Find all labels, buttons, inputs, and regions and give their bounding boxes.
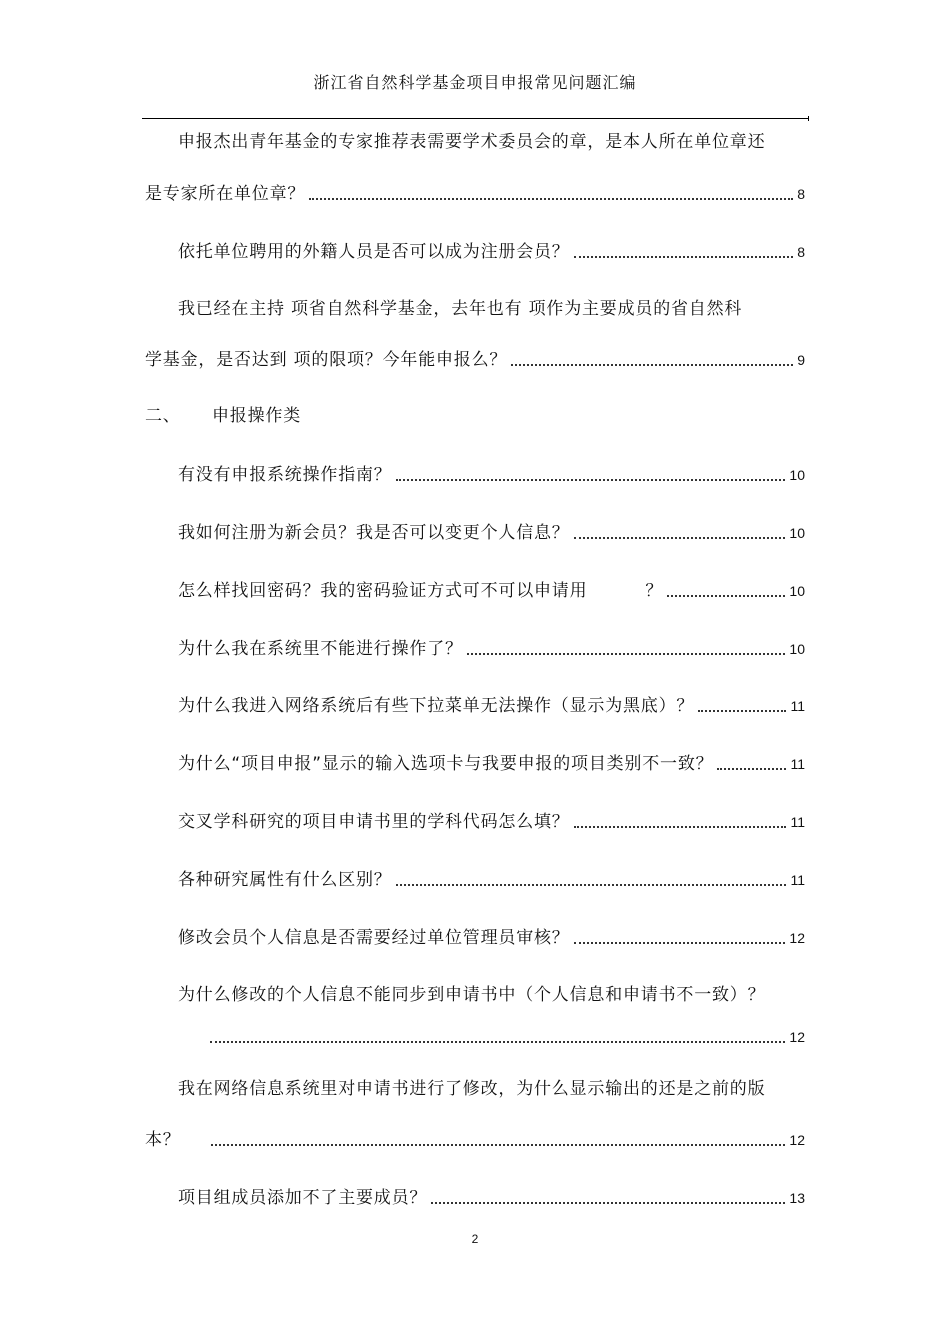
toc-leader-dots <box>396 884 787 886</box>
toc-page-number: 10 <box>789 467 805 483</box>
page-header-title: 浙江省自然科学基金项目申报常见问题汇编 <box>313 73 637 92</box>
toc-item-text: 本？ <box>145 1130 181 1150</box>
toc-item-text: 各种研究属性有什么区别？ <box>178 870 392 890</box>
toc-leader-dots <box>210 1041 785 1043</box>
toc-item-operation-guide[interactable] <box>178 463 805 487</box>
toc-item-text: 项目组成员添加不了主要成员？ <box>178 1188 428 1208</box>
toc-page-number: 11 <box>790 814 805 830</box>
toc-page-number: 10 <box>789 525 805 541</box>
header-rule-tick <box>808 116 809 121</box>
toc-page-number: 10 <box>789 583 805 599</box>
toc-leader-dots <box>211 1144 786 1146</box>
toc-item-expert-recommendation-line2[interactable] <box>145 182 805 206</box>
toc-item-old-version-line2[interactable] <box>145 1128 805 1152</box>
toc-page-number: 9 <box>797 352 805 368</box>
toc-item-project-limit-line2[interactable] <box>145 348 805 372</box>
toc-page-number: 11 <box>790 698 805 714</box>
toc-leader-dots <box>511 364 793 366</box>
toc-item-text: 修改会员个人信息是否需要经过单位管理员审核？ <box>178 928 570 948</box>
toc-item-admin-review[interactable] <box>178 926 805 950</box>
toc-leader-dots <box>467 653 786 655</box>
toc-leader-dots <box>717 768 786 770</box>
section-number: 二、 <box>145 406 181 426</box>
toc-item-text: 为什么“项目申报”显示的输入选项卡与我要申报的项目类别不一致？ <box>178 754 714 774</box>
toc-leader-dots <box>431 1202 785 1204</box>
toc-item-text: 为什么我进入网络系统后有些下拉菜单无法操作（显示为黑底）？ <box>178 696 695 716</box>
toc-item-discipline-code[interactable] <box>178 810 805 834</box>
toc-item-add-member[interactable] <box>178 1186 805 1210</box>
toc-item-expert-recommendation-line1[interactable]: 申报杰出青年基金的专家推荐表需要学术委员会的章，是本人所在单位章还 <box>178 132 766 152</box>
section-title: 申报操作类 <box>212 406 301 426</box>
toc-page-number: 10 <box>789 641 805 657</box>
toc-item-text: 学基金，是否达到 项的限项？今年能申报么？ <box>145 350 508 370</box>
toc-item-text-suffix: ？ <box>645 581 664 601</box>
toc-item-text: 为什么我在系统里不能进行操作了？ <box>178 639 463 659</box>
toc-page-number: 11 <box>790 872 805 888</box>
toc-leader-dots <box>667 595 785 597</box>
toc-item-text: 有没有申报系统操作指南？ <box>178 465 392 485</box>
toc-page-number: 8 <box>797 186 805 202</box>
toc-item-dropdown-disabled[interactable] <box>178 694 805 718</box>
page-number: 2 <box>471 1232 479 1246</box>
toc-item-tab-mismatch[interactable] <box>178 752 805 776</box>
toc-item-cannot-operate[interactable] <box>178 637 805 661</box>
toc-leader-dots <box>574 826 787 828</box>
toc-item-register-member[interactable] <box>178 521 805 545</box>
toc-page-number: 12 <box>789 1029 805 1045</box>
section-heading[interactable] <box>145 404 301 428</box>
toc-page-number: 11 <box>790 756 805 772</box>
toc-item-text: 怎么样找回密码？我的密码验证方式可不可以申请用 <box>178 581 588 601</box>
toc-item-text: 交叉学科研究的项目申请书里的学科代码怎么填？ <box>178 812 570 832</box>
toc-item-info-sync-line1[interactable]: 为什么修改的个人信息不能同步到申请书中（个人信息和申请书不一致）？ <box>178 985 766 1005</box>
toc-page-number: 12 <box>789 1132 805 1148</box>
toc-leader-dots <box>698 710 786 712</box>
toc-item-text: 我如何注册为新会员？我是否可以变更个人信息？ <box>178 523 570 543</box>
toc-page-number: 12 <box>789 930 805 946</box>
toc-item-research-attributes[interactable] <box>178 868 805 892</box>
toc-item-project-limit-line1[interactable]: 我已经在主持 项省自然科学基金，去年也有 项作为主要成员的省自然科 <box>178 299 743 319</box>
header-rule <box>142 118 809 119</box>
toc-item-foreign-staff[interactable] <box>178 240 805 264</box>
toc-leader-dots <box>574 537 786 539</box>
toc-leader-dots <box>574 256 794 258</box>
toc-leader-dots <box>309 198 793 200</box>
toc-item-old-version-line1[interactable]: 我在网络信息系统里对申请书进行了修改，为什么显示输出的还是之前的版 <box>178 1079 766 1099</box>
toc-leader-dots <box>396 479 786 481</box>
toc-item-info-sync-line2[interactable] <box>210 1025 805 1049</box>
toc-item-text: 依托单位聘用的外籍人员是否可以成为注册会员？ <box>178 242 570 262</box>
toc-leader-dots <box>574 942 786 944</box>
toc-page-number: 13 <box>789 1190 805 1206</box>
toc-item-recover-password[interactable] <box>178 579 805 603</box>
toc-item-text: 是专家所在单位章？ <box>145 184 306 204</box>
toc-page-number: 8 <box>797 244 805 260</box>
